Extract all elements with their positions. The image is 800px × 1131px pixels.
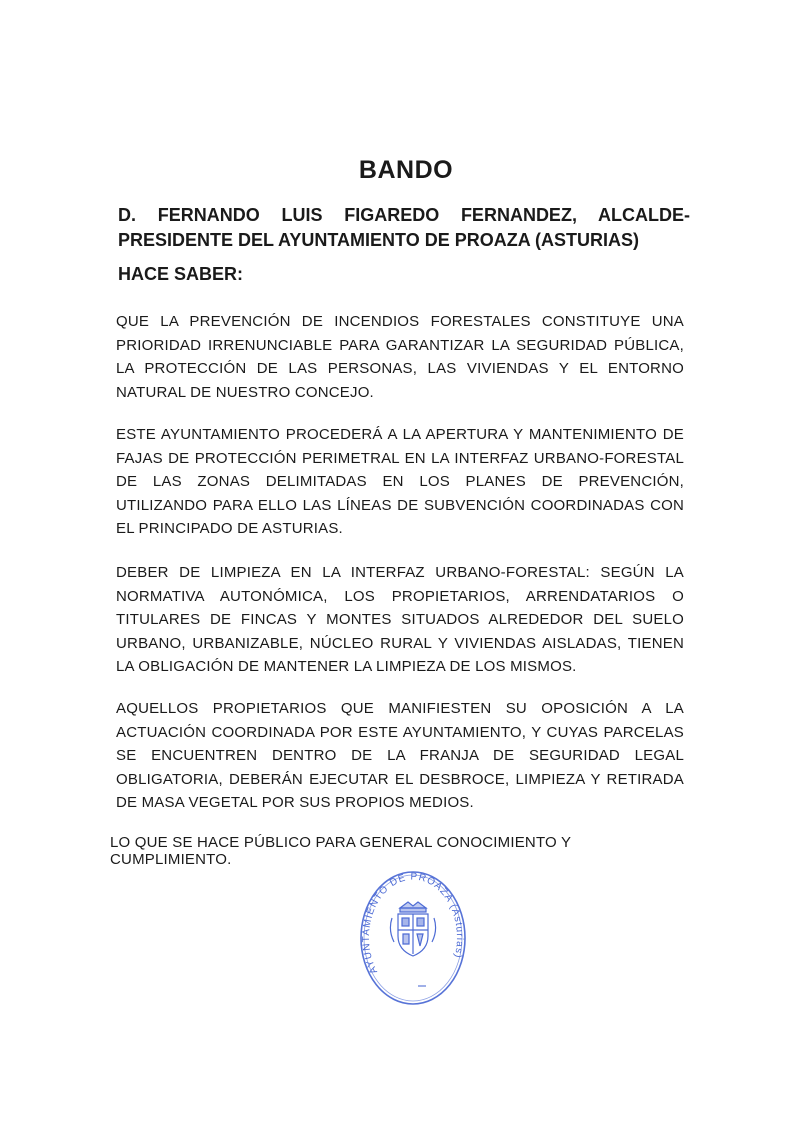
seal-icon bbox=[358, 868, 468, 1008]
closing-statement: LO QUE SE HACE PÚBLICO PARA GENERAL CONOCIMIENTO Y CUMPLIMIENTO. bbox=[110, 834, 571, 868]
svg-text:AYUNTAMIENTO DE PROAZA (Asturi: AYUNTAMIENTO DE PROAZA (Asturias) bbox=[360, 871, 466, 976]
mayor-heading-line-1: D. FERNANDO LUIS FIGAREDO FERNANDEZ, ALCALDE- bbox=[118, 205, 690, 225]
paragraph-prevention: QUE LA PREVENCIÓN DE INCENDIOS FORESTALES CONSTITUYE UNA PRIORIDAD IRRENUNCIABLE PARA GARANTIZAR LA SEGURIDAD PÚBLICA, LA PROTECCIÓN DE LAS PERSONAS, LAS VIVIENDAS Y EL ENTORNO NATURAL DE NUESTRO CONCEJO. bbox=[116, 313, 684, 401]
mayor-heading bbox=[118, 203, 690, 253]
paragraph-protection-strips: ESTE AYUNTAMIENTO PROCEDERÁ A LA APERTURA Y MANTENIMIENTO DE FAJAS DE PROTECCIÓN PERIMETRAL EN LA INTERFAZ URBANO-FORESTAL DE LAS ZONAS DELIMITADAS EN LOS PLANES DE PREVENCIÓN, UTILIZANDO PARA ELLO LAS LÍNEAS DE SUBVENCIÓN COORDINADAS CON EL PRINCIPADO DE ASTURIAS. bbox=[116, 426, 684, 538]
document-title: BANDO bbox=[358, 156, 454, 184]
mayor-heading-line-2: PRESIDENTE DEL AYUNTAMIENTO DE PROAZA (ASTURIAS) bbox=[118, 230, 640, 250]
municipal-seal-stamp bbox=[358, 868, 468, 1008]
paragraph-owners-opposition: AQUELLOS PROPIETARIOS QUE MANIFIESTEN SU OPOSICIÓN A LA ACTUACIÓN COORDINADA POR ESTE AYUNTAMIENTO, Y CUYAS PARCELAS SE ENCUENTREN DENTRO DE LA FRANJA DE SEGURIDAD LEGAL OBLIGATORIA, DEBERÁN EJECUTAR EL DESBROCE, LIMPIEZA Y RETIRADA DE MASA VEGETAL POR SUS PROPIOS MEDIOS. bbox=[116, 700, 684, 812]
paragraph-cleaning-duty: DEBER DE LIMPIEZA EN LA INTERFAZ URBANO-FORESTAL: SEGÚN LA NORMATIVA AUTONÓMICA, LOS PROPIETARIOS, ARRENDATARIOS O TITULARES DE FINCAS Y MONTES SITUADOS ALREDEDOR DEL SUELO URBANO, URBANIZABLE, NÚCLEO RURAL Y VIVIENDAS AISLADAS, TIENEN LA OBLIGACIÓN DE MANTENER LA LIMPIEZA DE LOS MISMOS. bbox=[116, 564, 684, 676]
hace-saber-label: HACE SABER: bbox=[118, 264, 244, 284]
